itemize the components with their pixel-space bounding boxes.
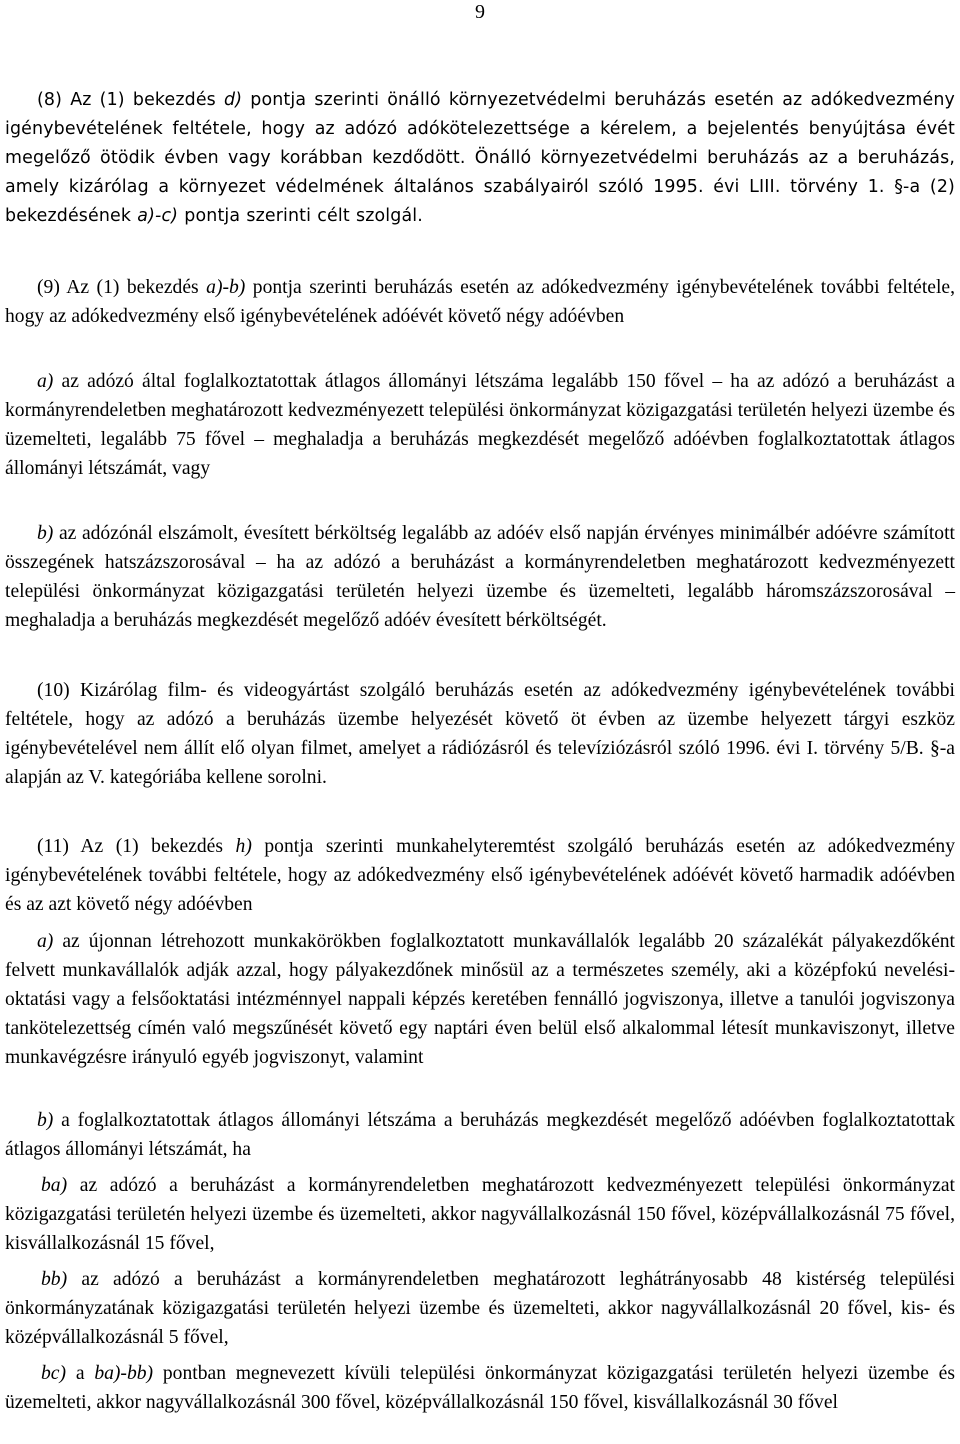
paragraph-10 bbox=[5, 676, 955, 792]
point-marker: b) bbox=[37, 523, 54, 544]
text-run: a bbox=[66, 1363, 95, 1384]
text-run: (8) Az (1) bekezdés bbox=[37, 90, 225, 110]
paragraph-9-b bbox=[5, 519, 955, 635]
text-run: az adózó által foglalkoztatottak átlagos állományi létszáma legalább 150 fővel – ha az adózó a beruházást a kormányrendeletben meghatározott kedvezményezett települési önkormányzat közigazgatási területén helyezi üzembe és üzemelteti, legalább 75 fővel – meghaladja a beruházás megkezdését megelőző adóévben foglalkoztatottak átlagos állományi létszámát, vagy bbox=[5, 371, 955, 479]
paragraph-8 bbox=[5, 86, 955, 231]
point-marker: b) bbox=[37, 1110, 54, 1131]
text-run: az adózó a beruházást a kormányrendeletben meghatározott kedvezményezett települési önkormányzat közigazgatási területén helyezi üzembe és üzemelteti, akkor nagyvállalkozásnál 150 fővel, középvállalkozásnál 75 fővel, kisvállalkozásnál 15 fővel, bbox=[5, 1175, 955, 1254]
paragraph-11-bb bbox=[5, 1265, 955, 1352]
text-run: pontban megnevezett kívüli települési önkormányzat közigazgatási területén helyezi üzembe és üzemelteti, akkor nagyvállalkozásnál 300 fővel, középvállalkozásnál 150 fővel, kisvállalkozásnál 30 fővel bbox=[5, 1363, 955, 1413]
paragraph-9 bbox=[5, 273, 955, 331]
text-run: (10) Kizárólag film- és videogyártást szolgáló beruházás esetén az adókedvezmény igénybevételének további feltétele, hogy az adózó a beruházás üzembe helyezését követő öt évben az üzembe helyezett tárgyi eszköz igénybevételével nem állít elő olyan filmet, amelyet a rádiózásról és televíziózásról szóló 1996. évi I. törvény 5/B. §-a alapján az V. kategóriába kellene sorolni. bbox=[5, 680, 955, 788]
paragraph-11-bc bbox=[5, 1359, 955, 1417]
text-run: pontja szerinti munkahelyteremtést szolgáló beruházás esetén az adókedvezmény igénybevételének további feltétele, hogy az adókedvezmény első igénybevételének adóévét követő harmadik adóévben és az azt követő négy adóévben bbox=[5, 836, 955, 915]
point-marker: a) bbox=[37, 931, 54, 952]
paragraph-9-a bbox=[5, 367, 955, 483]
point-reference: d) bbox=[224, 90, 243, 110]
text-run: a foglalkoztatottak átlagos állományi létszáma a beruházás megkezdését megelőző adóévben foglalkoztatottak átlagos állományi létszámát, ha bbox=[5, 1110, 955, 1160]
paragraph-11-ba bbox=[5, 1171, 955, 1258]
point-reference: h) bbox=[235, 836, 252, 857]
paragraph-11-a bbox=[5, 927, 955, 1072]
text-run: pontja szerinti önálló környezetvédelmi beruházás esetén az adókedvezmény igénybevételének feltétele, hogy az adózó adókötelezettsége a kérelem, a bejelentés benyújtása évét megelőző ötödik évben vagy korábban kezdődött. Önálló környezetvédelmi beruházás az a beruházás, amely kizárólag a környezet védelmének általános szabályairól szóló 1995. évi LIII. törvény 1. §-a (2) bekezdésének bbox=[5, 90, 955, 226]
text-run: az adózó a beruházást a kormányrendeletben meghatározott leghátrányosabb 48 kistérség települési önkormányzatának közigazgatási területén helyezi üzembe és üzemelteti, akkor nagyvállalkozásnál 20 fővel, kis- és középvállalkozásnál 5 fővel, bbox=[5, 1269, 955, 1348]
paragraph-11 bbox=[5, 832, 955, 919]
point-marker: bb) bbox=[41, 1269, 68, 1290]
point-marker: bc) bbox=[41, 1363, 67, 1384]
paragraph-11-b bbox=[5, 1106, 955, 1164]
text-run: pontja szerinti célt szolgál. bbox=[178, 206, 423, 226]
text-run: (11) Az (1) bekezdés bbox=[37, 836, 236, 857]
point-reference: a)-c) bbox=[137, 206, 179, 226]
text-run: az adózónál elszámolt, évesített bérköltség legalább az adóév első napján érvényes minimálbér adóévre számított összegének hatszázszorosával – ha az adózó a beruházást a kormányrendeletben meghatározott kedvezményezett települési önkormányzat közigazgatási területén helyezi üzembe és üzemelteti, legalább háromszázszorosával – meghaladja a beruházás megkezdését megelőző adóév évesített bérköltségét. bbox=[5, 523, 955, 631]
text-run: pontja szerinti beruházás esetén az adókedvezmény igénybevételének további feltétele, hogy az adókedvezmény első igénybevételének adóévét követő négy adóévben bbox=[5, 277, 955, 327]
page-number: 9 bbox=[475, 1, 485, 23]
text-run: az újonnan létrehozott munkakörökben foglalkoztatott munkavállalók legalább 20 százalékát pályakezdőként felvett munkavállalók adják azzal, hogy pályakezdőnek minősül az a természetes személy, aki a középfokú nevelési-oktatási vagy a felsőoktatási intézménnyel nappali képzés keretében fennálló jogviszonya, illetve a tanulói jogviszonya tankötelezettség címén való megszűnését követő egy naptári éven belül első alkalommal létesít munkaviszonyt, illetve munkavégzésre irányuló egyéb jogviszonyt, valamint bbox=[5, 931, 955, 1068]
point-reference: a)-b) bbox=[206, 277, 246, 298]
point-marker: a) bbox=[37, 371, 54, 392]
point-marker: ba) bbox=[41, 1175, 68, 1196]
point-reference: ba)-bb) bbox=[94, 1363, 154, 1384]
text-run: (9) Az (1) bekezdés bbox=[37, 277, 207, 298]
